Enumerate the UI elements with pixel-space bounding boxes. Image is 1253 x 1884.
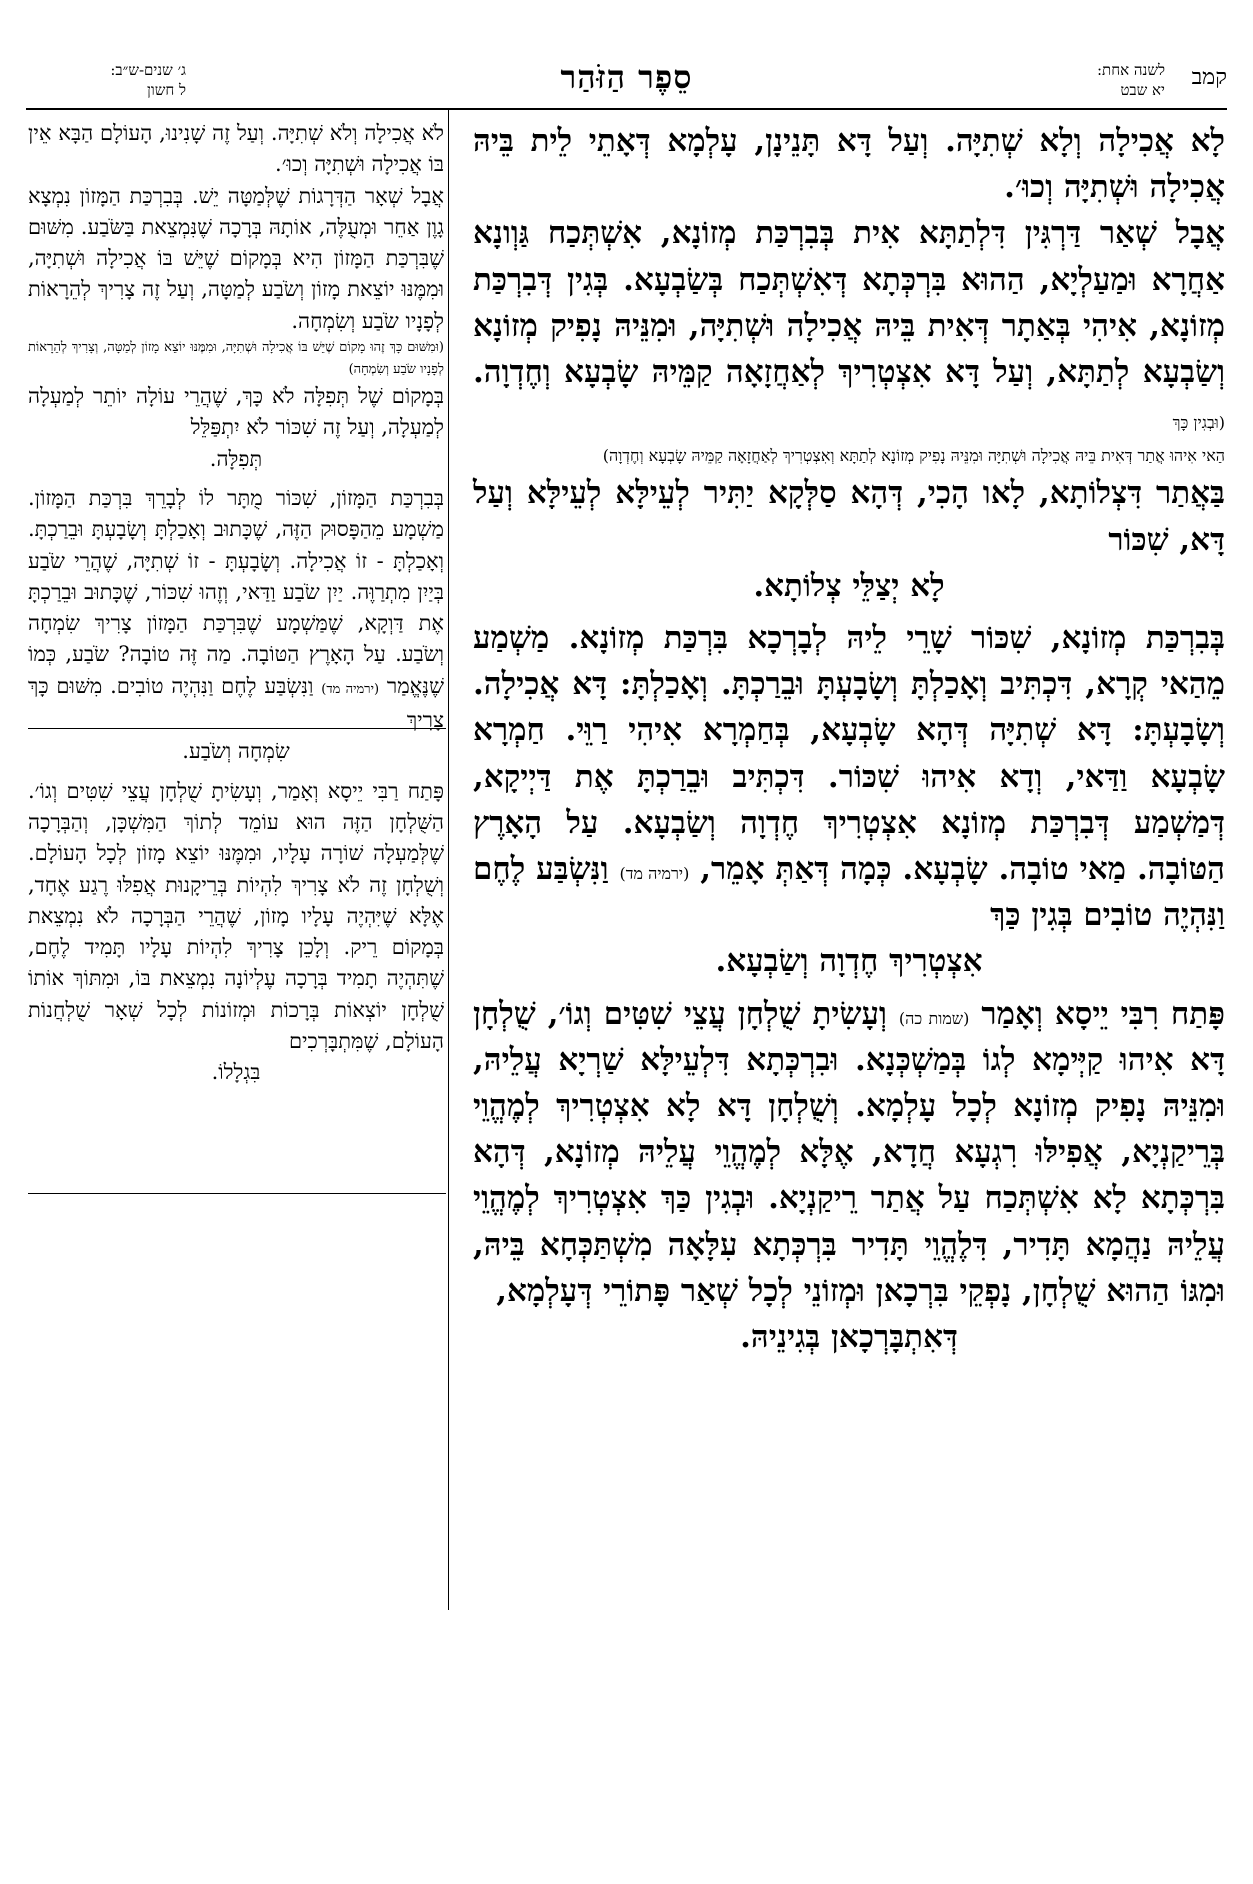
study-schedule-three-years xyxy=(26,60,186,100)
side-paragraph-4: פָּתַח רַבִּי יֵיסָא וְאָמַר, וְעָשִׂיתָ שֻׁלְחָן עֲצֵי שִׁטִּים וְגוֹ׳. הַשֻּׁלְחָן הַזֶּה הוּא עוֹמֵד לְתוֹךְ הַמִּשְׁכָּן, וְהַבְּרָכָה שֶׁלְּמַעְלָה שׁוֹרָה עָלָיו, וּמִמֶּנּוּ יוֹצֵא מָזוֹן לְכָל הָעוֹלָם. וְשֻׁלְחָן זֶה לֹא צָרִיךְ לִהְיוֹת בְּרֵיקָנוּת אֲפִלּוּ רֶגַע אֶחָד, אֶלָּא שֶׁיִּהְיֶה עָלָיו מָזוֹן, שֶׁהֲרֵי הַבְּרָכָה לֹא נִמְצֵאת בְּמָקוֹם רֵיק. וְלָכֵן צָרִיךְ לִהְיוֹת עָלָיו תָּמִיד לֶחֶם, שֶׁתִּהְיֶה תָמִיד בְּרָכָה עֶלְיוֹנָה נִמְצֵאת בּוֹ, וּמִתּוֹךְ אוֹתוֹ שֻׁלְחָן יוֹצְאוֹת בְּרָכוֹת וּמְזוֹנוֹת לְכָל שְׁאָר שֻׁלְחֲנוֹת הָעוֹלָם, שֶׁמִּתְבָּרְכִים xyxy=(28,778,444,1054)
main-p2-note-inline: (וּבְגִין כָּךְ xyxy=(1172,413,1225,433)
schedule-label-3y: ג׳ שנים-ש״ב: xyxy=(110,61,186,79)
main-paragraph-4 xyxy=(473,991,1225,1314)
main-p4-ref: (שמות כה) xyxy=(898,1008,970,1028)
main-p2-note-block: הַאי אִיהוּ אֲתַר דְּאִית בֵּיהּ אֲכִילָה וּשְׁתִיָּה וּמִנֵּיהּ נָפִיק מְזוֹנָא לְתַתָּא וְאִצְטְרִיךְ לְאַחֲזָאָה קַמֵּיהּ שָׂבְעָא וְחֶדְוָה) xyxy=(602,446,1225,466)
main-p4-last-line: דְּאִתְבָּרְכָאן בְּגִינֵיהּ. xyxy=(740,1319,958,1356)
side-paragraph-3 xyxy=(28,483,444,736)
schedule-date: יא שבט xyxy=(1120,81,1165,99)
main-p4-start: פָּתַח רִבִּי יֵיסָא וְאָמַר xyxy=(981,995,1226,1032)
main-p3-end: וַנִּשְׂבַּע לֶחֶם וַנִּהְיֶה טוֹבִים בְּגִין כַּךְ xyxy=(473,851,1225,934)
main-paragraph-1: לָא אֲכִילָה וְלָא שְׁתִיָּה. וְעַל דָּא תָּנֵינָן, עָלְמָא דְּאָתֵי לֵית בֵּיהּ אֲכִילָה וּשְׁתִיָּה וְכוּ׳. xyxy=(473,123,1225,206)
side-paragraph-2: אֲבָל שְׁאָר הַדְּרָגוֹת שֶׁלְּמַטָּה יֵשׁ. בְּבִרְכַּת הַמָּזוֹן נִמְצָא גָוֶן אַחֵר וּמְעֻלֶּה, אוֹתָהּ בְּרָכָה שֶׁנִּמְצֵאת בַּשֹּׂבַע. מִשּׁוּם שֶׁבִּרְכַּת הַמָּזוֹן הִיא בְּמָקוֹם שֶׁיֵּשׁ בּוֹ אֲכִילָה וּשְׁתִיָּה, וּמִמֶּנּוּ יוֹצֵאת מָזוֹן וְשֹׂבַע לְמַטָּה, וְעַל זֶה צָרִיךְ לְהֵרָאוֹת לְפָנָיו שֹׂבַע וְשִׂמְחָה. xyxy=(28,183,444,333)
main-p2-last-line: לָא יְצַלֵּי צְלוֹתָא. xyxy=(753,567,945,604)
side-p3-end: וַנִּשְׂבַּע לֶחֶם וַנִּהְיֶה טוֹבִים. מִשּׁוּם כָּךְ צָרִיךְ xyxy=(28,673,444,733)
main-paragraph-2 xyxy=(473,210,1225,441)
side-p2-end: בְּמָקוֹם שֶׁל תְּפִלָּה לֹא כָּךְ, שֶׁהֲרֵי עוֹלָה יוֹתֵר לְמַעְלָה לְמַעְלָה, וְעַל זֶה שִׁכּוֹר לֹא יִתְפַּלֵּל xyxy=(28,384,444,440)
aramaic-text-column xyxy=(473,118,1225,1360)
main-p2-end: בַּאֲתַר דִּצְלוֹתָא, לָאו הָכִי, דְּהָא סַלְּקָא יַתִּיר לְעֵילָּא לְעֵילָּא וְעַל דָּא, שִׁכּוֹר xyxy=(473,475,1225,558)
page-header xyxy=(26,58,1227,102)
side-section-rule-2 xyxy=(28,1193,446,1194)
main-p4-text: וְעָשִׂיתָ שֻׁלְחָן עֲצֵי שִׁטִּים וְגוֹ׳, שֻׁלְחָן דָּא אִיהוּ קַיְּימָא לְגוֹ בְּמַשְׁכְּנָא. וּבִרְכְּתָא דִּלְעֵילָּא שַׁרְיָא עֲלֵיהּ, וּמִנֵּיהּ נָפִיק מְזוֹנָא לְכָל עָלְמָא. וְשֻׁלְחָן דָּא לָא אִצְטְרִיךְ לְמֶהֱוֵי בְּרֵיקַנְיָא, אֲפִילּוּ רִגְעָא חֲדָא, אֶלָּא לְמֶהֱוֵי עֲלֵיהּ מְזוֹנָא, דְּהָא בִּרְכְּתָא לָא אִשְׁתְּכַח עַל אֲתַר רֵיקַנְיָא. וּבְגִין כַּךְ אִצְטְרִיךְ לְמֶהֱוֵי עֲלֵיהּ נַהֲמָא תָּדִיר, דִּלֶהֱוֵי תָּדִיר בִּרְכְּתָא עִלָּאָה מִשְׁתַּכְּחָא בֵּיהּ, וּמִגּוֹ הַהוּא שֻׁלְחָן, נָפְקֵי בִּרְכָאן וּמְזוֹנֵי לְכָל שְׁאַר פָּתוֹרֵי דְּעָלְמָא, xyxy=(473,995,1225,1309)
main-p3-ref: (ירמיה מד) xyxy=(619,864,690,884)
side-p2-note: (וּמִשּׁוּם כָּךְ זֶהוּ מָקוֹם שֶׁיֵּשׁ בּוֹ אֲכִילָה וּשְׁתִיָּה, וּמִמֶּנּוּ יוֹצֵא מָזוֹן לְמַטָּה, וְצָרִיךְ לְהֵרָאוֹת לְפָנָיו שֹׂבַע וְשִׂמְחָה) xyxy=(28,340,444,378)
side-p3-text: בְּבִרְכַּת הַמָּזוֹן, שִׁכּוֹר מֻתָּר לוֹ לְבָרֵךְ בִּרְכַּת הַמָּזוֹן. מַשְׁמָע מֵהַפָּסוּק הַזֶּה, שֶׁכָּתוּב וְאָכַלְתָּ וְשָׂבָעְתָּ וּבֵרַכְתָּ. וְאָכַלְתָּ - זוֹ אֲכִילָה. וְשָׂבָעְתָּ - זוֹ שְׁתִיָּה, שֶׁהֲרֵי שֹׂבַע בְּיַיִן מִתְרַוֶּה. יַיִן שֹׂבַע וַדַּאי, וְזֶהוּ שִׁכּוֹר, שֶׁכָּתוּב וּבֵרַכְתָּ אֶת דַּוְקָא, שֶׁמַּשְׁמָע שֶׁבִּרְכַּת הַמָּזוֹן צָרִיךְ שִׂמְחָה וְשֹׂבַע. עַל הָאָרֶץ הַטּוֹבָה. מַה זֶּה טוֹבָה? שֹׂבַע, כְּמוֹ שֶׁנֶּאֱמַר xyxy=(28,485,444,698)
side-paragraph-1: לֹא אֲכִילָה וְלֹא שְׁתִיָּה. וְעַל זֶה שָׁנִינוּ, הָעוֹלָם הַבָּא אֵין בּוֹ אֲכִילָה וּשְׁתִיָּה וְכוּ׳. xyxy=(28,121,444,177)
schedule-label: לשנה אחת: xyxy=(1097,61,1165,79)
side-p3-last-line: שִׂמְחָה וְשֹׂבַע. xyxy=(182,739,290,764)
hebrew-translation-column xyxy=(28,118,444,1089)
side-p3-ref: (ירמיה מד) xyxy=(321,681,380,697)
header-rule xyxy=(26,108,1227,110)
main-p3-last-line: אִצְטְרִיךְ חֶדְוָה וְשַׂבְעָא. xyxy=(715,943,983,980)
column-divider xyxy=(448,110,449,1610)
schedule-date-3y: ל חשון xyxy=(147,81,186,99)
main-p2-text: אֲבָל שְׁאַר דַּרְגִּין דִּלְתַתָּא אִית בְּבִרְכַּת מְזוֹנָא, אִשְׁתְּכַח גַּוְונָא אַחֲרָא וּמַעַלְיָא, הַהוּא בִּרְכְּתָא דְּאִשְׁתְּכַח בְּשַׂבְעָא. בְּגִין דְּבִרְכַּת מְזוֹנָא, אִיהִי בְּאַתָר דְּאִית בֵּיהּ אֲכִילָה וּשְׁתִיָּה, וּמִנֵּיהּ נָפִיק מְזוֹנָא וְשַׂבְעָא לְתַתָּא, וְעַל דָּא אִצְטְרִיךְ לְאַחֲזָאָה קַמֵּיהּ שָׂבְעָא וְחֶדְוָה. xyxy=(473,215,1225,391)
main-p3-text: בְּבִרְכַּת מְזוֹנָא, שִׁכּוֹר שָׁרֵי לֵיהּ לְבָרְכָא בִּרְכַּת מְזוֹנָא. מַשְׁמַע מֵהַאי קְרָא, דִּכְתִּיב וְאָכַלְתָּ וְשָׂבָעְתָּ וּבֵרַכְתָּ. וְאָכַלְתָּ: דָּא אֲכִילָה. וְשָׂבָעְתָּ: דָּא שְׁתִיָּה דְּהָא שָׂבְעָא, בְּחַמְרָא אִיהִי רַוֵּי. חַמְרָא שָׂבְעָא וַדַּאי, וְדָא אִיהוּ שִׁכּוֹר. דִּכְתִּיב וּבֵרַכְתָּ אֶת דַּיְיקָא, דְּמַשְׁמַע דְּבִרְכַּת מְזוֹנָא אִצְטְרִיךְ חֶדְוָה וְשַׂבְעָא. עַל הָאָרֶץ הַטּוֹבָה. מַאי טוֹבָה. שָׂבְעָא. כְּמָה דְּאַתְּ אָמֵר, xyxy=(473,620,1226,888)
side-p4-last-line: בִּגְלָלוֹ. xyxy=(211,1060,261,1085)
main-paragraph-3 xyxy=(473,615,1225,938)
page-number: קמב xyxy=(1191,65,1227,90)
side-p2-last-line: תְּפִלָּה. xyxy=(209,446,263,471)
book-title: סֵפֶר הַזֹּהַר xyxy=(560,58,693,96)
